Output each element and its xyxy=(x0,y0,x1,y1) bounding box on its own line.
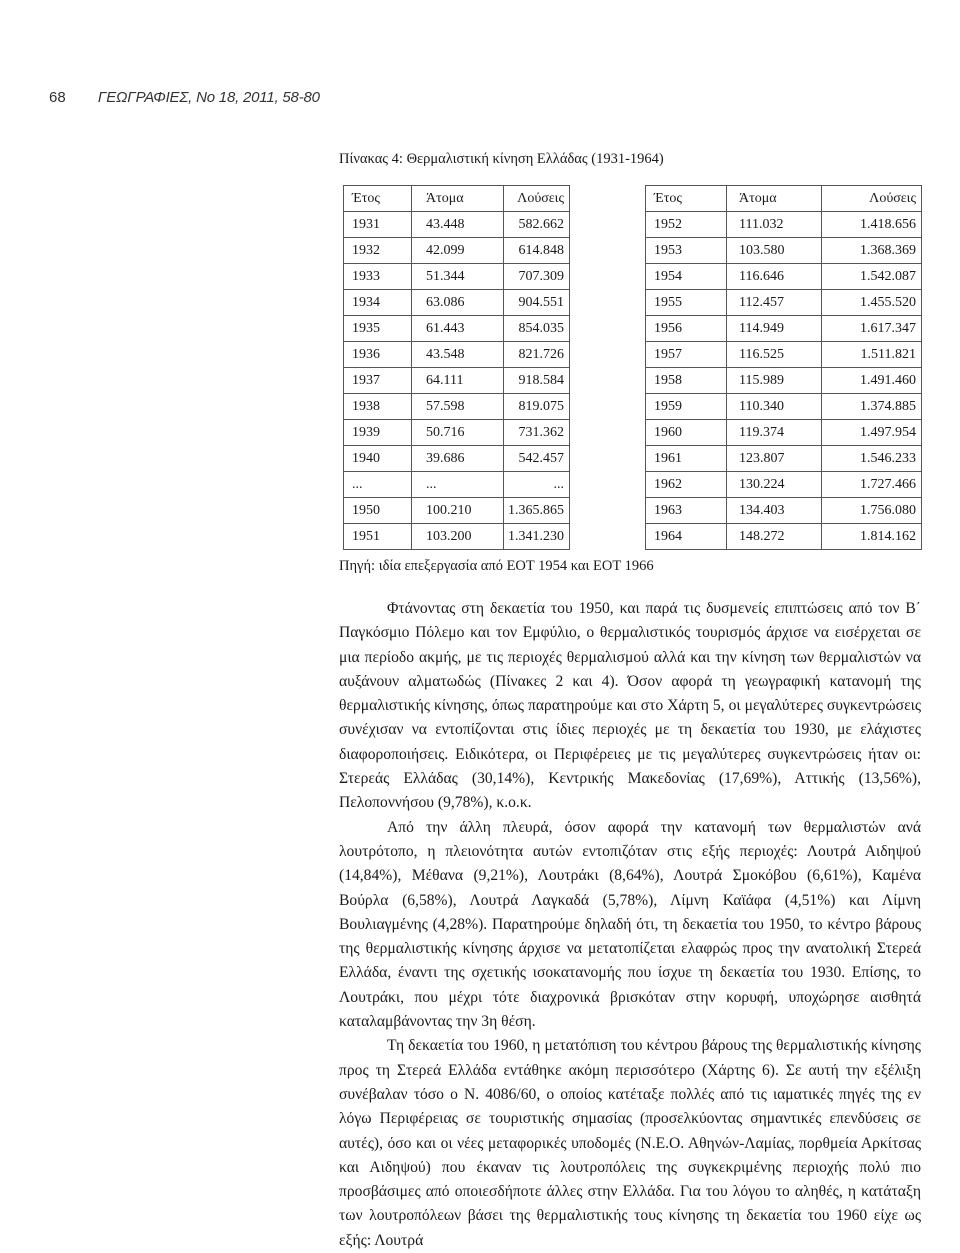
table-cell: 103.200 xyxy=(412,524,504,550)
table-cell: 1962 xyxy=(646,472,727,498)
table-cell: 1.365.865 xyxy=(504,498,570,524)
table-cell: 134.403 xyxy=(727,498,822,524)
table-cell: 1959 xyxy=(646,394,727,420)
table-cell: 43.548 xyxy=(412,342,504,368)
body-text xyxy=(339,597,921,1253)
paragraph: Από την άλλη πλευρά, όσον αφορά την κατανομή των θερμαλιστών ανά λουτρότοπο, η πλειονότητα αυτών εντοπιζόταν στις εξής περιοχές: Λουτρά Αιδηψού (14,84%), Μέθανα (9,21%), Λουτράκι (8,64%), Λουτρά Σμοκόβου (6,61%), Καμένα Βούρλα (6,58%), Λουτρά Λαγκαδά (5,78%), Λίμνη Καϊάφα (4,51%) και Λίμνη Βουλιαγμένης (4,28%). Παρατηρούμε δηλαδή ότι, τη δεκαετία του 1950, το κέντρο βάρους της θερμαλιστικής κίνησης άρχισε να μετατοπίζεται ελαφρώς προς την ανατολική Στερεά Ελλάδα, έναντι της σχετικής ισοκατανομής που ίσχυε τη δεκαετία του 1930. Επίσης, το Λουτράκι, που μέχρι τότε διαχρονικά βρισκόταν στην κορυφή, υποχώρησε αισθητά καταλαμβάνοντας την 3η θέση. xyxy=(339,818,921,1031)
table-cell: 1.418.656 xyxy=(822,212,922,238)
table-cell: 1.617.347 xyxy=(822,316,922,342)
table-cell: 116.646 xyxy=(727,264,822,290)
table-cell: 1954 xyxy=(646,264,727,290)
table-cell: 1.341.230 xyxy=(504,524,570,550)
table-cell: 1964 xyxy=(646,524,727,550)
table-cell: 42.099 xyxy=(412,238,504,264)
table-row xyxy=(646,316,922,342)
table-cell: 123.807 xyxy=(727,446,822,472)
table-header-row xyxy=(646,186,922,212)
table-cell: 1937 xyxy=(344,368,412,394)
table-row xyxy=(344,368,570,394)
table-row xyxy=(344,472,570,498)
table-header-row xyxy=(344,186,570,212)
table-row xyxy=(646,472,922,498)
table-cell: 61.443 xyxy=(412,316,504,342)
table-right xyxy=(645,185,922,550)
table-row xyxy=(646,446,922,472)
table-cell: 115.989 xyxy=(727,368,822,394)
table-cell: 904.551 xyxy=(504,290,570,316)
table-cell: 1935 xyxy=(344,316,412,342)
table-cell: 63.086 xyxy=(412,290,504,316)
table-row xyxy=(344,498,570,524)
table-cell: 1.368.369 xyxy=(822,238,922,264)
table-cell: 1.727.466 xyxy=(822,472,922,498)
table-cell: 1951 xyxy=(344,524,412,550)
table-cell: 1931 xyxy=(344,212,412,238)
table-cell: 1932 xyxy=(344,238,412,264)
table-cell: 614.848 xyxy=(504,238,570,264)
table-cell: 43.448 xyxy=(412,212,504,238)
table-cell: 1934 xyxy=(344,290,412,316)
table-cell: 100.210 xyxy=(412,498,504,524)
table-cell: 821.726 xyxy=(504,342,570,368)
paragraph: Φτάνοντας στη δεκαετία του 1950, και παρά τις δυσμενείς επιπτώσεις από τον Β΄ Παγκόσμιο Πόλεμο και τον Εμφύλιο, ο θερμαλιστικός τουρισμός άρχισε να εισέρχεται σε μια περίοδο ακμής, με τις περιοχές θερμαλισμού αλλά και την κίνηση των θερμαλιστών να αυξάνουν αλματωδώς (Πίνακες 2 και 4). Όσον αφορά τη γεωγραφική κατανομή της θερμαλιστικής κίνησης, όπως παρατηρούμε και στο Χάρτη 5, οι μεγαλύτερες συγκεντρώσεις συνέχισαν να εντοπίζονται στις ίδιες περιοχές με τη δεκαετία του 1930, με ελάχιστες διαφοροποιήσεις. Ειδικότερα, οι Περιφέρειες με τις μεγαλύτερες συγκεντρώσεις ήταν οι: Στερεάς Ελλάδας (30,14%), Κεντρικής Μακεδονίας (17,69%), Αττικής (13,56%), Πελοποννήσου (9,78%), κ.ο.κ. xyxy=(339,600,921,812)
table-row xyxy=(646,524,922,550)
table-cell: ... xyxy=(504,472,570,498)
table-cell: 1963 xyxy=(646,498,727,524)
table-cell: 119.374 xyxy=(727,420,822,446)
table-cell: 707.309 xyxy=(504,264,570,290)
table-cell: 542.457 xyxy=(504,446,570,472)
table-cell: 819.075 xyxy=(504,394,570,420)
table-cell: 114.949 xyxy=(727,316,822,342)
table-cell: 582.662 xyxy=(504,212,570,238)
table-cell: 112.457 xyxy=(727,290,822,316)
table-cell: 1.455.520 xyxy=(822,290,922,316)
table-cell: 57.598 xyxy=(412,394,504,420)
table-row xyxy=(344,290,570,316)
table-cell: 1936 xyxy=(344,342,412,368)
table-cell: 1939 xyxy=(344,420,412,446)
table-cell: 1953 xyxy=(646,238,727,264)
table-row xyxy=(344,264,570,290)
table-cell: 1938 xyxy=(344,394,412,420)
table-row xyxy=(646,394,922,420)
table-cell: 111.032 xyxy=(727,212,822,238)
table-cell: 1.491.460 xyxy=(822,368,922,394)
table-row xyxy=(646,420,922,446)
table-left xyxy=(343,185,570,550)
table-cell: 1950 xyxy=(344,498,412,524)
table-cell: ... xyxy=(344,472,412,498)
column-header: Άτομα xyxy=(727,186,822,212)
table-row xyxy=(344,212,570,238)
table-cell: 918.584 xyxy=(504,368,570,394)
table-row xyxy=(344,238,570,264)
table-row xyxy=(344,394,570,420)
table-row xyxy=(646,368,922,394)
table-row xyxy=(646,212,922,238)
table-cell: 1.497.954 xyxy=(822,420,922,446)
table-cell: 130.224 xyxy=(727,472,822,498)
table-cell: 116.525 xyxy=(727,342,822,368)
table-cell: 1.756.080 xyxy=(822,498,922,524)
table-cell: 1957 xyxy=(646,342,727,368)
table-cell: 1960 xyxy=(646,420,727,446)
table-cell: 64.111 xyxy=(412,368,504,394)
paragraph: Τη δεκαετία του 1960, η μετατόπιση του κέντρου βάρους της θερμαλιστικής κίνησης προς τη Στερεά Ελλάδα εντάθηκε ακόμη περισσότερο (Χάρτης 6). Σε αυτή την εξέλιξη συνέβαλαν τόσο ο Ν. 4086/60, ο οποίος κατέταξε πολλές από τις ιαματικές πηγές της εν λόγω Περιφέρειας σε τουριστικής σημασίας (προσελκύοντας σημαντικές επενδύσεις σε αυτές), όσο και οι νέες μεταφορικές υποδομές (Ν.Ε.Ο. Αθηνών-Λαμίας, πορθμεία Αρκίτσας και Αιδηψού) που έκαναν τις λουτροπόλεις της συγκεκριμένης περιοχής πολύ πιο προσβάσιμες από οποιεσδήποτε άλλες στην Ελλάδα. Για του λόγου το αληθές, η κατάταξη των λουτροπόλεων βάσει της θερμαλιστικής τους κίνησης τη δεκαετία του 1960 είχε ως εξής: Λουτρά xyxy=(339,1037,921,1249)
table-cell: ... xyxy=(412,472,504,498)
table-cell: 1961 xyxy=(646,446,727,472)
column-header: Έτος xyxy=(646,186,727,212)
table-source: Πηγή: ιδία επεξεργασία από ΕΟΤ 1954 και ΕΟΤ 1966 xyxy=(339,558,654,574)
table-caption: Πίνακας 4: Θερμαλιστική κίνηση Ελλάδας (1931-1964) xyxy=(339,151,664,167)
table-cell: 1958 xyxy=(646,368,727,394)
table-cell: 1.546.233 xyxy=(822,446,922,472)
table-cell: 1933 xyxy=(344,264,412,290)
table-cell: 1940 xyxy=(344,446,412,472)
table-row xyxy=(646,290,922,316)
table-cell: 50.716 xyxy=(412,420,504,446)
table-row xyxy=(344,446,570,472)
table-row xyxy=(646,342,922,368)
table-cell: 1.542.087 xyxy=(822,264,922,290)
table-cell: 39.686 xyxy=(412,446,504,472)
table-cell: 148.272 xyxy=(727,524,822,550)
page-header xyxy=(49,89,320,106)
table-cell: 1.374.885 xyxy=(822,394,922,420)
table-cell: 103.580 xyxy=(727,238,822,264)
table-row xyxy=(646,264,922,290)
table-row xyxy=(344,420,570,446)
table-row xyxy=(646,238,922,264)
page-number: 68 xyxy=(49,89,66,106)
column-header: Έτος xyxy=(344,186,412,212)
table-cell: 110.340 xyxy=(727,394,822,420)
table-row xyxy=(344,342,570,368)
table-row xyxy=(344,524,570,550)
table-cell: 1.814.162 xyxy=(822,524,922,550)
column-header: Λούσεις xyxy=(504,186,570,212)
table-cell: 731.362 xyxy=(504,420,570,446)
table-cell: 1952 xyxy=(646,212,727,238)
table-cell: 854.035 xyxy=(504,316,570,342)
table-cell: 51.344 xyxy=(412,264,504,290)
table-row xyxy=(344,316,570,342)
table-row xyxy=(646,498,922,524)
table-cell: 1.511.821 xyxy=(822,342,922,368)
table-cell: 1955 xyxy=(646,290,727,316)
table-cell: 1956 xyxy=(646,316,727,342)
column-header: Άτομα xyxy=(412,186,504,212)
column-header: Λούσεις xyxy=(822,186,922,212)
journal-title: ΓΕΩΓΡΑΦΙΕΣ, Νο 18, 2011, 58-80 xyxy=(97,89,320,106)
